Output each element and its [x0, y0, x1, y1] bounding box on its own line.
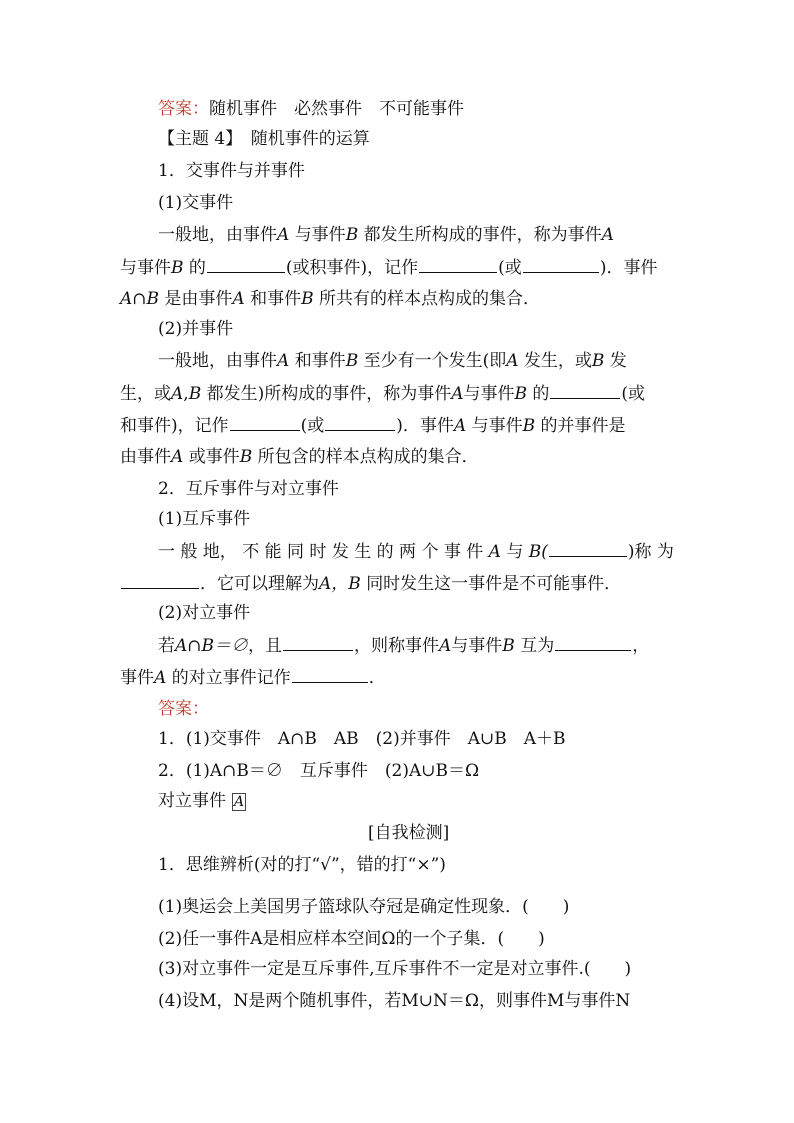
answer-sep: ： [192, 699, 209, 719]
para-union-line-4 [120, 446, 479, 468]
text: 由事件 [120, 447, 171, 467]
section-2-sub-1: (1)互斥事件 [158, 509, 251, 529]
text: 对立事件 [158, 791, 226, 811]
text: (或 [498, 258, 522, 278]
var: A [506, 351, 519, 371]
math: A，B [319, 574, 361, 594]
self-check-item-4: (4)设M，N是两个随机事件，若M∪N＝Ω，则事件M与事件N [158, 991, 631, 1011]
text: 的对立事件记作 [171, 668, 291, 688]
text: 与事件 [463, 384, 515, 404]
fill-blank[interactable] [207, 256, 285, 273]
var: B [502, 636, 515, 656]
var: A [439, 636, 452, 656]
para-intersection-line-2 [120, 256, 657, 279]
text: 和事件 [294, 351, 346, 371]
complement-a-symbol: A [233, 793, 245, 810]
text: 发生，或 [523, 351, 592, 371]
text: 一 般 地， 不 能 同 时 发 生 的 两 个 事 件 [158, 542, 484, 562]
var: A [451, 384, 464, 404]
answer-2-line-1: 1．(1)交事件 A∩B AB (2)并事件 A∪B A＋B [158, 729, 566, 749]
text: 与事件 [451, 636, 503, 656]
text: (或 [621, 384, 646, 404]
var: B [301, 289, 314, 309]
var: A [277, 225, 290, 245]
fill-blank[interactable] [121, 572, 199, 589]
answer-sep: ： [192, 99, 209, 119]
text: 的 [532, 384, 550, 404]
text: 事件 [120, 668, 154, 688]
math: A∩B [120, 289, 160, 309]
para-opposite-line-1 [158, 634, 649, 657]
var: B [345, 351, 359, 371]
text: )．事件 [599, 258, 658, 278]
section-2-heading: 2．互斥事件与对立事件 [158, 479, 339, 499]
text: 发 [609, 351, 627, 371]
text: ， [632, 636, 650, 656]
var: B [188, 384, 202, 404]
topic-heading [158, 128, 370, 150]
text: 和事件 [250, 289, 302, 309]
var: B [591, 351, 605, 371]
var: A [488, 542, 501, 562]
self-check-q1: 1．思维辨析(对的打“√”，错的打“×”) [158, 855, 446, 875]
text: 互为 [520, 636, 555, 656]
text: ． [368, 668, 386, 688]
text: 与 [506, 542, 524, 562]
fill-blank[interactable] [523, 256, 599, 273]
self-check-item-1: (1)奥运会上美国男子篮球队夺冠是确定性现象．( ) [158, 897, 570, 917]
text: ，则称事件 [354, 636, 440, 656]
var: B [171, 258, 184, 278]
section-1-sub-2: (2)并事件 [158, 319, 234, 339]
para-exclusive-line-1 [158, 540, 674, 563]
var: B [514, 384, 528, 404]
text: 或事件 [188, 447, 240, 467]
var: B [239, 447, 253, 467]
text: ．它可以理解为 [200, 574, 319, 594]
answer-2-line-2: 2．(1)A∩B＝∅ 互斥事件 (2)A∪B＝Ω [158, 761, 480, 781]
text: 一般地，由事件 [158, 351, 277, 371]
section-1-sub-1: (1)交事件 [158, 193, 234, 213]
para-exclusive-line-2 [120, 572, 621, 595]
text: 和事件)，记作 [120, 416, 229, 436]
text: 与事件 [471, 416, 523, 436]
self-check-item-3: (3)对立事件一定是互斥事件,互斥事件不一定是对立事件.( ) [158, 959, 632, 979]
text: (或 [300, 416, 325, 436]
text: 所包含的样本点构成的集合． [257, 447, 479, 467]
topic-title: 随机事件的运算 [250, 129, 370, 149]
var: A [601, 225, 614, 245]
text: 若 [158, 636, 175, 656]
var: A [171, 447, 184, 467]
para-opposite-line-2 [120, 666, 386, 689]
fill-blank[interactable] [325, 414, 395, 431]
var: A [277, 351, 290, 371]
answer-2-label-line [158, 698, 209, 720]
text: 与事件 [294, 225, 346, 245]
text: 所共有的样本点构成的集合． [319, 289, 541, 309]
section-1-heading: 1．交事件与并事件 [158, 161, 305, 181]
para-union-line-2: 生，或A,B 都发生)所构成的事件，称为事件A与事件B 的 (或 [120, 384, 646, 404]
fill-blank[interactable] [283, 634, 353, 651]
var: B [522, 416, 536, 436]
text: 是由事件 [164, 289, 233, 309]
answer-line-1 [158, 98, 464, 120]
text: (或积事件)，记作 [285, 258, 419, 278]
fill-blank[interactable] [555, 634, 631, 651]
var: A [171, 384, 184, 404]
fill-blank[interactable] [550, 382, 620, 399]
text: 至少有一个发生(即 [363, 351, 507, 371]
fill-blank[interactable] [549, 540, 627, 557]
text: 生，或 [120, 384, 171, 404]
self-check-item-2: (2)任一事件A是相应样本空间Ω的一个子集．( ) [158, 929, 545, 949]
math: A∩B＝∅ [175, 636, 249, 656]
text: 与事件 [120, 258, 171, 278]
para-union-line-1 [158, 350, 627, 372]
text: ，且 [248, 636, 283, 656]
text: 的并事件是 [540, 416, 626, 436]
answer-label: 答案 [158, 99, 192, 119]
var: A [232, 289, 245, 309]
fill-blank[interactable] [419, 256, 497, 273]
answer-items: 随机事件 必然事件 不可能事件 [209, 99, 464, 119]
fill-blank[interactable] [230, 414, 300, 431]
text: 都发生所构成的事件，称为事件 [363, 225, 602, 245]
para-union-line-3 [120, 414, 626, 437]
var: B [345, 225, 359, 245]
text: 一般地，由事件 [158, 225, 277, 245]
self-check-title: [自我检测] [368, 823, 450, 843]
topic-bracket: 【主题 4】 [158, 129, 234, 149]
answer-label: 答案 [158, 699, 192, 719]
para-intersection-line-1 [158, 224, 614, 246]
text: )．事件 [396, 416, 454, 436]
text: 同时发生这一事件是不可能事件． [366, 574, 622, 594]
var: A [154, 668, 167, 688]
math: B( [528, 542, 548, 562]
text: )称 为 [627, 542, 674, 562]
para-intersection-line-3 [120, 288, 540, 310]
var: A [453, 416, 467, 436]
answer-2-line-3 [158, 790, 246, 812]
fill-blank[interactable] [292, 666, 368, 683]
text: 的 [188, 258, 206, 278]
section-2-sub-2: (2)对立事件 [158, 603, 251, 623]
text: 都发生)所构成的事件，称为事件 [206, 384, 452, 404]
